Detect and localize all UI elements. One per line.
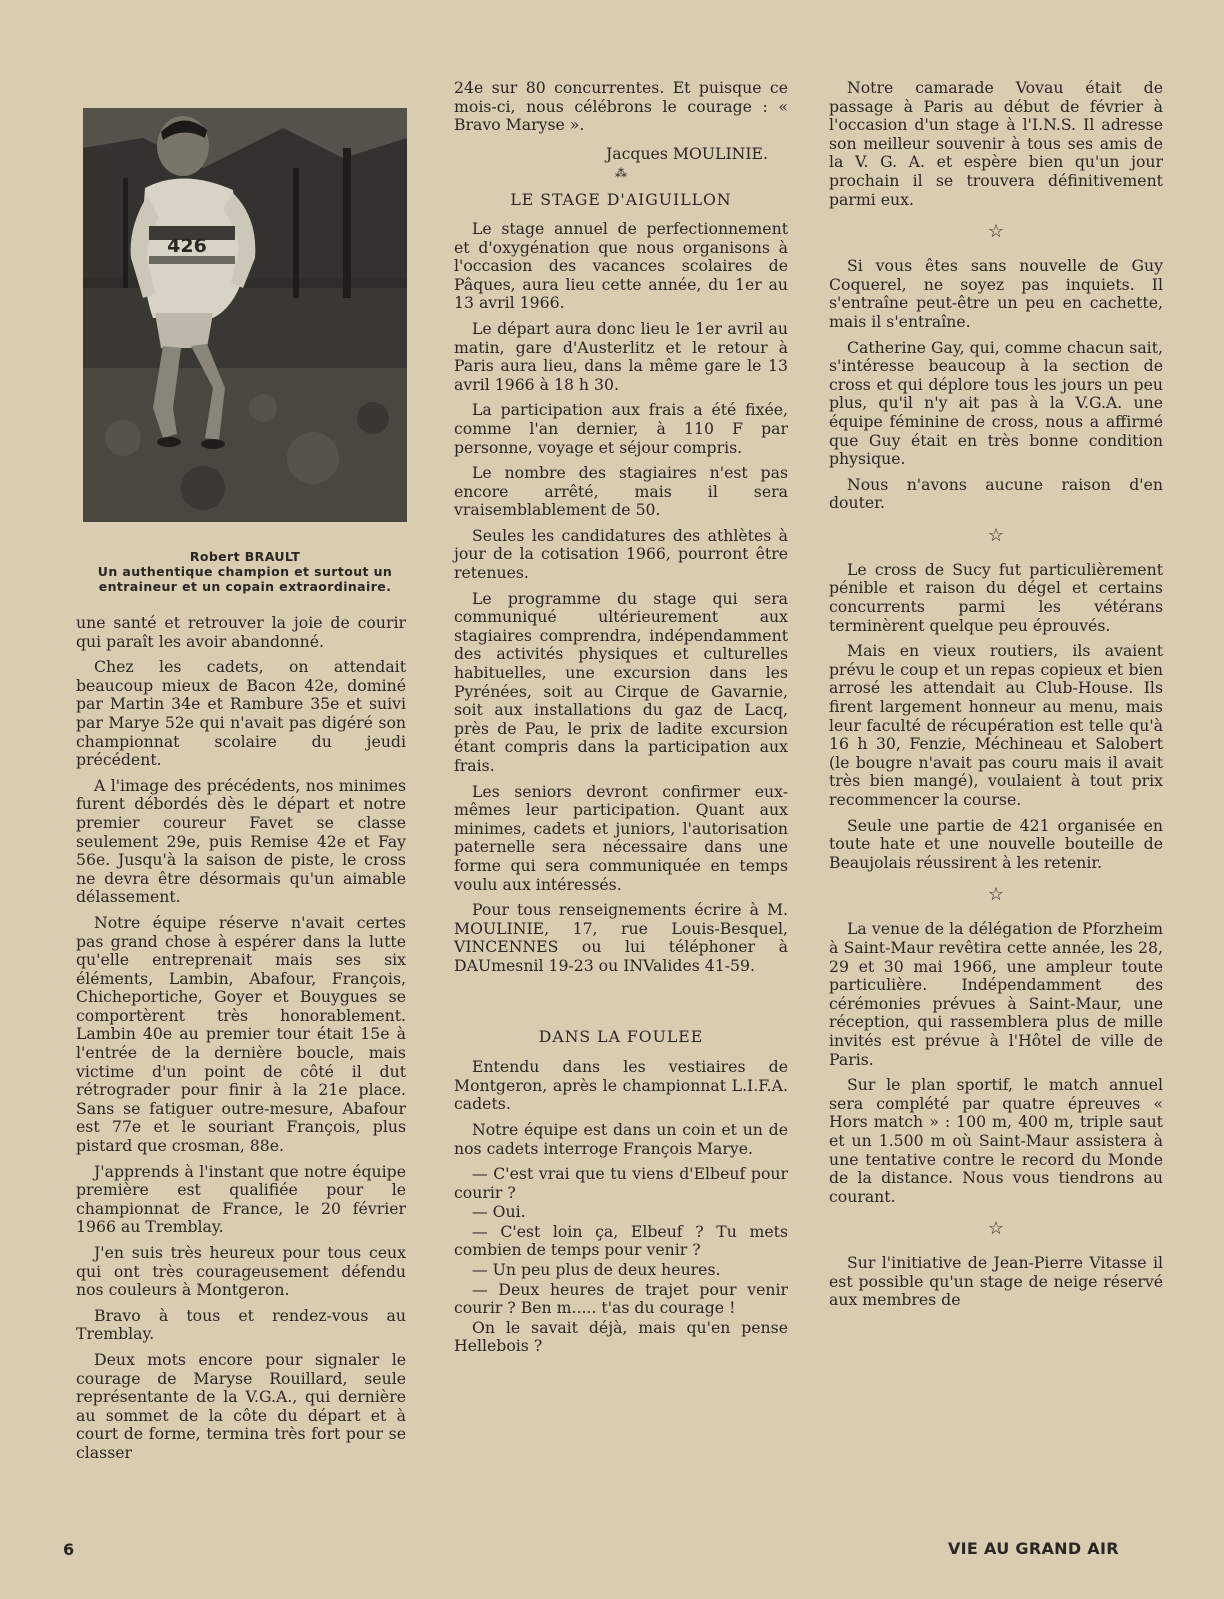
column-3 [829, 79, 1163, 1317]
dialogue-line: — Oui. [472, 1202, 526, 1222]
paragraph: La participation aux frais a été fixée, comme l'an dernier, à 110 F par personne, voyage et séjour compris. [454, 400, 788, 457]
star-separator: ☆ [987, 1218, 1005, 1240]
bib-number: 426 [167, 235, 207, 257]
paragraph: Notre camarade Vovau était de passage à Paris au début de février à l'occasion d'un stage à l'I.N.S. Il adresse son meilleur souvenir à tous ses amis de la V. G. A. et espère bien qu'un jour prochain il se trouvera définitivement parmi eux. [829, 78, 1163, 209]
column-2 [454, 79, 788, 1363]
star-separator: ☆ [987, 884, 1005, 906]
dialogue-line: — Un peu plus de deux heures. [472, 1260, 721, 1280]
paragraph: Le nombre des stagiaires n'est pas encore arrêté, mais il sera vraisemblablement de 50. [454, 463, 788, 520]
paragraph: Deux mots encore pour signaler le courage de Maryse Rouillard, seule représentante de la V.G.A., qui dernière au sommet de la côte du départ et à court de forme, termina très fort pour se classer [76, 1349, 406, 1462]
paragraph: Seules les candidatures des athlètes à jour de la cotisation 1966, pourront être retenues. [454, 525, 788, 583]
paragraph: J'en suis très heureux pour tous ceux qui ont très courageusement défendu nos couleurs à Montgeron. [76, 1243, 406, 1300]
paragraph: Entendu dans les vestiaires de Montgeron, après le championnat L.I.F.A. cadets. [454, 1057, 788, 1114]
star-separator: ☆ [987, 221, 1005, 243]
paragraph: Le stage annuel de perfectionnement et d'oxygénation que nous organisons à l'occasion des vacances scolaires de Pâques, aura lieu cette année, du 1er au 13 avril 1966. [454, 218, 788, 313]
paragraph: 24e sur 80 concurrentes. Et puisque ce mois-ci, nous célébrons le courage : « Bravo Maryse ». [454, 78, 788, 135]
asterism-separator: ⁂ [615, 166, 627, 181]
paragraph: J'apprends à l'instant que notre équipe première est qualifiée pour le championnat de France, le 20 février 1966 au Tremblay. [76, 1161, 406, 1237]
paragraph: On le savait déjà, mais qu'en pense Hellebois ? [454, 1317, 788, 1356]
paragraph: une santé et retrouver la joie de courir qui paraît les avoir abandonné. [76, 613, 406, 651]
paragraph: A l'image des précédents, nos minimes furent débordés dès le départ et notre premier coureur Favet se classe seulement 29e, puis Remise 42e et Fay 56e. Jusqu'à la saison de piste, le cross ne devra être désormais qu'un aimable délassement. [76, 775, 406, 907]
runner-photo [83, 108, 407, 522]
paragraph: Si vous êtes sans nouvelle de Guy Coquerel, ne soyez pas inquiets. Il s'entraîne peut-être un peu en cachette, mais il s'entraîne. [829, 256, 1163, 331]
star-separator: ☆ [987, 524, 1005, 546]
column-1 [76, 614, 406, 1470]
page-number: 6 [63, 1540, 75, 1559]
caption-line: Un authentique champion et surtout un [97, 564, 393, 579]
dialogue-line: — Deux heures de trajet pour venir courir ? Ben m..... t'as du courage ! [454, 1279, 788, 1318]
paragraph: Les seniors devront confirmer eux-mêmes leur participation. Quant aux minimes, cadets et juniors, l'autorisation paternelle sera nécessaire dans une forme qui sera communiquée en temps voulu aux intéressés. [454, 781, 788, 894]
paragraph: Nous n'avons aucune raison d'en douter. [829, 474, 1163, 513]
photo-caption [72, 549, 418, 594]
dialogue-line: — C'est loin ça, Elbeuf ? Tu mets combien de temps pour venir ? [454, 1221, 788, 1260]
paragraph: Le départ aura donc lieu le 1er avril au matin, gare d'Austerlitz et le retour à Paris aura lieu, dans la même gare le 13 avril 1966 à 18 h 30. [454, 318, 788, 394]
paragraph: Chez les cadets, on attendait beaucoup mieux de Bacon 42e, dominé par Martin 34e et Rambure 35e et suivi par Marye 52e qui n'avait pas digéré son championnat scolaire du jeudi précédent. [76, 657, 406, 770]
section-heading: LE STAGE D'AIGUILLON [510, 190, 732, 210]
runner-illustration [83, 108, 407, 522]
section-heading: DANS LA FOULEE [538, 1026, 704, 1046]
paragraph: Le programme du stage qui sera communiqué ultérieurement aux stagiaires comprendra, indépendamment des activités physiques et culturelles habituelles, une excursion dans les Pyrénées, soit au Cirque de Gavarnie, soit aux installations du gaz de Lacq, près de Pau, le prix de ladite excursion étant compris dans la participation aux frais. [454, 588, 788, 775]
paragraph: Le cross de Sucy fut particulièrement pénible et raison du dégel et certains concurrents parmi les vétérans terminèrent quelque peu éprouvés. [829, 559, 1163, 635]
magazine-name: VIE AU GRAND AIR [948, 1539, 1119, 1558]
paragraph: Sur le plan sportif, le match annuel sera complété par quatre épreuves « Hors match » : 100 m, 400 m, triple saut et un 1.500 m où Saint-Maur assistera à une tentative contre le record du Monde de la distance. Nous vous tiendrons au courant. [829, 1075, 1163, 1206]
paragraph: Notre équipe réserve n'avait certes pas grand chose à espérer dans la lutte qu'elle entreprenait mais ses six éléments, Lambin, Abafour, François, Chicheportiche, Goyer et Bouygues se comportèrent très honorablement. Lambin 40e au premier tour était 15e à l'entrée de la dernière boucle, mais victime d'un point de côté il dut rétrograder pour finir à la 21e place. Sans se fatiguer outre-mesure, Abafour est 77e et le souriant François, plus pistard que crosman, 88e. [76, 912, 406, 1156]
paragraph: Bravo à tous et rendez-vous au Tremblay. [76, 1305, 406, 1344]
paragraph: La venue de la délégation de Pforzheim à Saint-Maur revêtira cette année, les 28, 29 et 30 mai 1966, une ampleur toute particulière. Indépendamment des cérémonies prévues à Saint-Maur, une réception, qui rassemblera plus de mille invités est prévue à l'Hôtel de ville de Paris. [829, 919, 1163, 1069]
signature: Jacques MOULINIE. [605, 143, 768, 163]
paragraph: Seule une partie de 421 organisée en toute hate et une nouvelle bouteille de Beaujolais réussirent à les retenir. [829, 815, 1163, 872]
paragraph: Pour tous renseignements écrire à M. MOULINIE, 17, rue Louis-Besquel, VINCENNES ou lui téléphoner à DAUmesnil 19-23 ou INValides 41-59. [454, 900, 788, 975]
paragraph: Mais en vieux routiers, ils avaient prévu le coup et un repas copieux et bien arrosé les attendait au Club-House. Ils firent largement honneur au menu, mais leur faculté de récupération est telle qu'à 16 h 30, Fenzie, Méchineau et Salobert (le bougre n'avait pas couru mais il avait très bien mangé), voulaient à tout prix recommencer la course. [829, 641, 1163, 809]
dialogue-line: — C'est vrai que tu viens d'Elbeuf pour courir ? [454, 1164, 788, 1202]
paragraph: Sur l'initiative de Jean-Pierre Vitasse il est possible qu'un stage de neige réservé aux membres de [829, 1253, 1163, 1310]
caption-line: entraineur et un copain extraordinaire. [98, 579, 392, 594]
paragraph: Catherine Gay, qui, comme chacun sait, s'intéresse beaucoup à la section de cross et qui déplore tous les jours un peu plus, qu'il n'y ait pas à la V.G.A. une équipe féminine de cross, nous a affirmé que Guy était en très bonne condition physique. [829, 337, 1163, 469]
paragraph: Notre équipe est dans un coin et un de nos cadets interroge François Marye. [454, 1119, 788, 1158]
caption-name: Robert BRAULT [189, 549, 301, 564]
